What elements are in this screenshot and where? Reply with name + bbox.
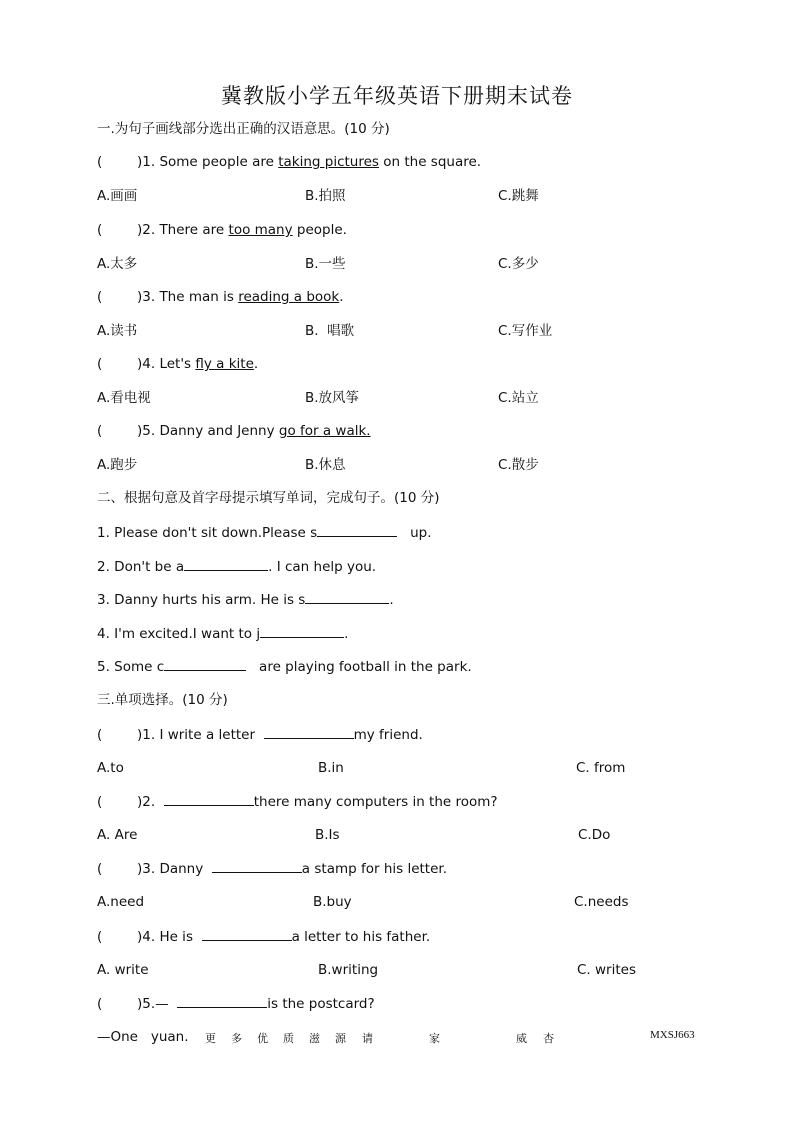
s1-question-2: ( )2. There are too many people. [97, 222, 347, 238]
s1-q5-option-c: C.散步 [498, 457, 539, 473]
s3-question-3: ( )3. Danny a stamp for his letter. [97, 861, 448, 877]
s1-question-1: ( )1. Some people are taking pictures on the square. [97, 154, 482, 170]
s1-question-3: ( )3. The man is reading a book. [97, 289, 344, 305]
s3-q3-option-c: C.needs [574, 894, 629, 910]
s3-q1-option-a: A.to [97, 760, 124, 776]
s3-q4-option-a: A. write [97, 962, 149, 978]
s1-q2-option-b: B.一些 [305, 256, 346, 272]
s3-question-2: ( )2. there many computers in the room? [97, 794, 498, 810]
s3-q3-option-b: B.buy [313, 894, 352, 910]
answer-blank[interactable] [202, 927, 292, 941]
s1-q3-option-c: C.写作业 [498, 323, 553, 339]
s2-sentence-4: 4. I'm excited.I want to j . [97, 626, 349, 642]
s3-q4-option-c: C. writes [577, 962, 636, 978]
answer-blank[interactable] [260, 624, 344, 638]
s1-q3-option-b: B. 唱歌 [305, 323, 355, 339]
s3-q3-option-a: A.need [97, 894, 145, 910]
s1-q4-option-c: C.站立 [498, 390, 539, 406]
section1-heading: 一.为句子画线部分选出正确的汉语意思。(10 分) [97, 121, 390, 137]
answer-blank[interactable] [164, 792, 254, 806]
s2-sentence-2: 2. Don't be a . I can help you. [97, 559, 377, 575]
s1-q2-option-c: C.多少 [498, 256, 539, 272]
s3-q2-option-a: A. Are [97, 827, 138, 843]
footer-char: 威 [516, 1032, 529, 1045]
s3-q2-option-c: C.Do [578, 827, 611, 843]
footer-char: 多 [231, 1032, 244, 1045]
answer-blank[interactable] [164, 657, 246, 671]
section3-heading: 三.单项选择。(10 分) [97, 692, 228, 708]
s3-question-5: ( )5.— is the postcard? [97, 996, 375, 1012]
footer-char: 优 [257, 1032, 270, 1045]
footer-char: 请 [362, 1032, 375, 1045]
s2-sentence-3: 3. Danny hurts his arm. He is s . [97, 592, 394, 608]
s1-q4-option-b: B.放风筝 [305, 390, 360, 406]
s3-q4-option-b: B.writing [318, 962, 379, 978]
answer-blank[interactable] [317, 523, 397, 537]
s1-q3-option-a: A.读书 [97, 323, 138, 339]
footer-char: 杏 [543, 1032, 556, 1045]
s1-q5-option-a: A.跑步 [97, 457, 138, 473]
answer-blank[interactable] [305, 590, 389, 604]
s3-question-4: ( )4. He is a letter to his father. [97, 929, 431, 945]
s1-q4-option-a: A.看电视 [97, 390, 151, 406]
s2-sentence-5: 5. Some c are playing football in the park. [97, 659, 472, 675]
s1-q1-option-b: B.拍照 [305, 188, 346, 204]
s3-q2-option-b: B.Is [315, 827, 340, 843]
footer-char: 家 [429, 1032, 442, 1045]
answer-blank[interactable] [264, 725, 354, 739]
s1-q2-option-a: A.太多 [97, 256, 138, 272]
s1-q1-option-a: A.画画 [97, 188, 138, 204]
answer-blank[interactable] [177, 994, 267, 1008]
s1-q5-option-b: B.休息 [305, 457, 346, 473]
s3-q1-option-b: B.in [318, 760, 344, 776]
footer-char: 质 [283, 1032, 296, 1045]
footer-char: 滋 [309, 1032, 322, 1045]
s3-q5-answer: —One yuan. [97, 1029, 189, 1045]
footer-char: 源 [335, 1032, 348, 1045]
document-code: MXSJ663 [650, 1029, 695, 1041]
s3-question-1: ( )1. I write a letter my friend. [97, 727, 423, 743]
s1-q1-option-c: C.跳舞 [498, 188, 539, 204]
s2-sentence-1: 1. Please don't sit down.Please s up. [97, 525, 432, 541]
s3-q1-option-c: C. from [576, 760, 626, 776]
s1-question-5: ( )5. Danny and Jenny go for a walk. [97, 423, 371, 439]
s1-question-4: ( )4. Let's fly a kite. [97, 356, 259, 372]
section2-heading: 二、根据句意及首字母提示填写单词，完成句子。(10 分) [97, 490, 440, 506]
page-title: 冀教版小学五年级英语下册期末试卷 [221, 84, 573, 108]
answer-blank[interactable] [212, 859, 302, 873]
footer-char: 更 [205, 1032, 218, 1045]
answer-blank[interactable] [184, 557, 268, 571]
